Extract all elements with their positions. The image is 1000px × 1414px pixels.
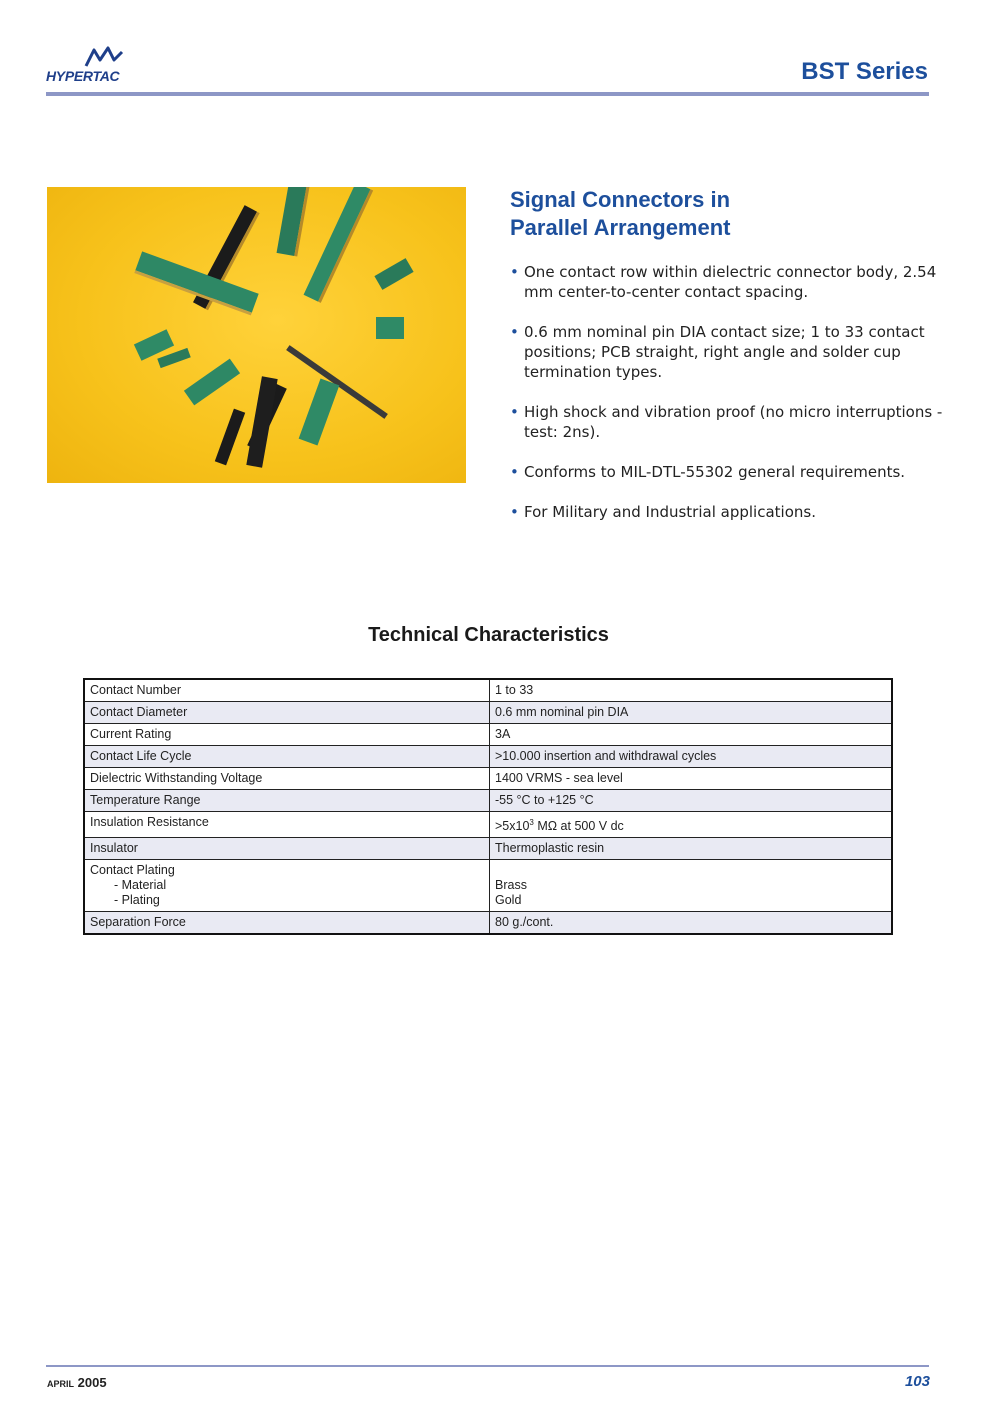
spec-value: >10.000 insertion and withdrawal cycles	[490, 746, 893, 768]
spec-value: 1 to 33	[490, 679, 893, 702]
spec-value: 1400 VRMS - sea level	[490, 768, 893, 790]
table-row	[84, 746, 892, 768]
feature-item	[508, 462, 948, 482]
spec-value-exponent: 3	[529, 818, 534, 827]
spec-value: 0.6 mm nominal pin DIA	[490, 702, 893, 724]
feature-item	[508, 402, 948, 442]
table-row	[84, 912, 892, 935]
table-row	[84, 812, 892, 838]
footer-year: 2005	[77, 1375, 107, 1390]
feature-text: For Military and Industrial applications.	[524, 503, 816, 521]
plating-plating-value: Gold	[495, 893, 522, 908]
header-divider	[46, 92, 929, 96]
spec-value-suffix: MΩ at 500 V dc	[533, 819, 624, 834]
spec-value: 80 g./cont.	[490, 912, 893, 935]
feature-item	[508, 502, 948, 522]
spec-value: 3A	[490, 724, 893, 746]
spec-value	[490, 812, 893, 838]
bullet-icon: •	[510, 263, 519, 281]
bullet-icon: •	[510, 323, 519, 341]
table-row	[84, 702, 892, 724]
table-row	[84, 860, 892, 912]
product-photo	[47, 187, 466, 483]
plating-plating-label: - Plating	[114, 893, 160, 908]
feature-text: 0.6 mm nominal pin DIA contact size; 1 to 33 contact positions; PCB straight, right angle and solder cup termination types.	[524, 323, 925, 381]
bullet-icon: •	[510, 503, 519, 521]
feature-list	[508, 262, 948, 542]
feature-text: Conforms to MIL-DTL-55302 general requirements.	[524, 463, 906, 481]
product-heading-line1: Signal Connectors in	[510, 187, 731, 212]
bullet-icon: •	[510, 463, 519, 481]
spec-value: Thermoplastic resin	[490, 838, 893, 860]
product-heading	[510, 186, 930, 242]
footer-month: APRIL	[47, 1379, 74, 1389]
table-row	[84, 768, 892, 790]
tech-characteristics-title: Technical Characteristics	[368, 624, 609, 646]
spec-value-plating	[490, 860, 893, 912]
table-row	[84, 679, 892, 702]
feature-item	[508, 262, 948, 302]
page-number: 103	[904, 1373, 930, 1390]
brand-name: HYPERTAC	[46, 68, 120, 84]
feature-item	[508, 322, 948, 382]
footer-date	[47, 1375, 107, 1390]
spec-label: Separation Force	[84, 912, 490, 935]
plating-material-label: - Material	[114, 878, 167, 893]
spec-value-prefix: >5x10	[495, 819, 530, 834]
spec-value: -55 °C to +125 °C	[490, 790, 893, 812]
product-heading-line2: Parallel Arrangement	[510, 215, 731, 240]
spec-label: Current Rating	[84, 724, 490, 746]
plating-material-value: Brass	[495, 878, 527, 893]
spec-label-plating	[84, 860, 490, 912]
feature-text: One contact row within dielectric connector body, 2.54 mm center-to-center contact spacing.	[524, 263, 937, 301]
spec-label: Contact Life Cycle	[84, 746, 490, 768]
spec-label: Insulator	[84, 838, 490, 860]
hypertac-logo-icon	[84, 46, 124, 68]
spec-label: Contact Number	[84, 679, 490, 702]
spec-label: Temperature Range	[84, 790, 490, 812]
spec-label: Insulation Resistance	[84, 812, 490, 838]
footer-divider	[46, 1365, 929, 1367]
spec-label: Contact Diameter	[84, 702, 490, 724]
plating-label: Contact Plating	[90, 863, 175, 878]
table-row	[84, 838, 892, 860]
spec-label: Dielectric Withstanding Voltage	[84, 768, 490, 790]
table-row	[84, 724, 892, 746]
tech-spec-table	[83, 678, 893, 935]
table-row	[84, 790, 892, 812]
hypertac-logo	[46, 46, 156, 86]
series-title: BST Series	[801, 58, 928, 85]
feature-text: High shock and vibration proof (no micro interruptions - test: 2ns).	[524, 403, 943, 441]
bullet-icon: •	[510, 403, 519, 421]
